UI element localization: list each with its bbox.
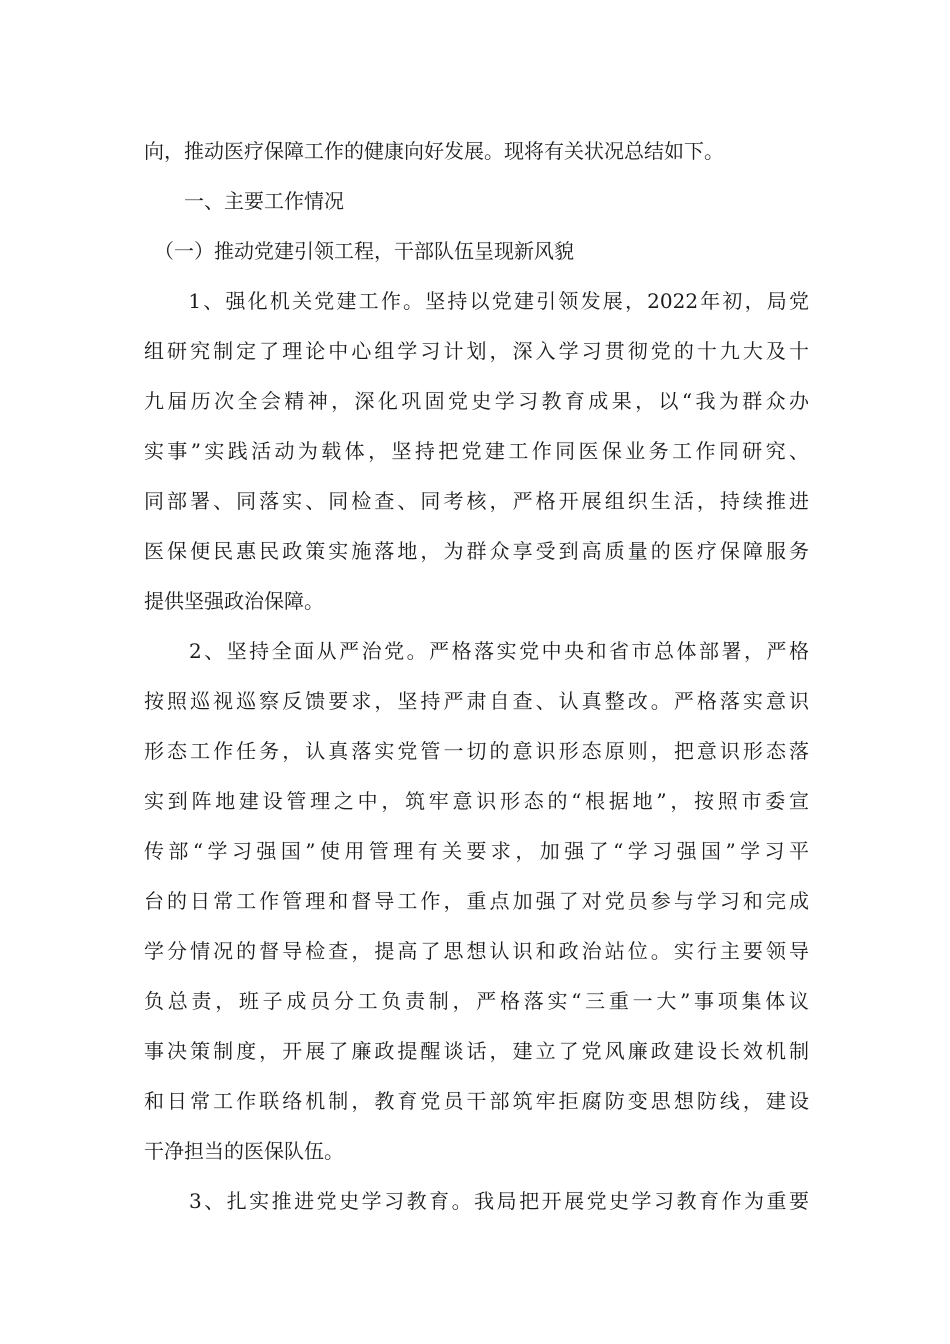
text-line: 负总责，班子成员分工负责制，严格落实“三重一大”事项集体议 xyxy=(144,989,809,1013)
text-line: 1、强化机关党建工作。坚持以党建引领发展，2022年初，局党 xyxy=(144,289,809,313)
subsection-heading: （一）推动党建引领工程，干部队伍呈现新风貌 xyxy=(144,239,574,263)
text-line: 医保便民惠民政策实施落地，为群众享受到高质量的医疗保障服务 xyxy=(144,539,809,563)
text-line: 台的日常工作管理和督导工作，重点加强了对党员参与学习和完成 xyxy=(144,889,809,913)
text-line: 按照巡视巡察反馈要求，坚持严肃自查、认真整改。严格落实意识 xyxy=(144,689,809,713)
text-line: 事决策制度，开展了廉政提醒谈话，建立了党风廉政建设长效机制 xyxy=(144,1039,809,1063)
text-line: 实事”实践活动为载体，坚持把党建工作同医保业务工作同研究、 xyxy=(144,439,809,463)
text-line: 干净担当的医保队伍。 xyxy=(144,1139,344,1163)
text-line: 同部署、同落实、同检查、同考核，严格开展组织生活，持续推进 xyxy=(144,489,809,513)
text-line: 形态工作任务，认真落实党管一切的意识形态原则，把意识形态落 xyxy=(144,739,809,763)
text-line: 和日常工作联络机制，教育党员干部筑牢拒腐防变思想防线，建设 xyxy=(144,1089,809,1113)
text-line: 组研究制定了理论中心组学习计划，深入学习贯彻党的十九大及十 xyxy=(144,339,809,363)
text-line: 学分情况的督导检查，提高了思想认识和政治站位。实行主要领导 xyxy=(144,939,809,963)
text-line: 提供坚强政治保障。 xyxy=(144,589,324,613)
text-line: 3、扎实推进党史学习教育。我局把开展党史学习教育作为重要 xyxy=(144,1189,809,1213)
text-line: 2、坚持全面从严治党。严格落实党中央和省市总体部署，严格 xyxy=(144,639,809,663)
text-line: 传部“学习强国”使用管理有关要求，加强了“学习强国”学习平 xyxy=(144,839,809,863)
text-line: 实到阵地建设管理之中，筑牢意识形态的“根据地”，按照市委宣 xyxy=(144,789,809,813)
section-heading: 一、主要工作情况 xyxy=(144,189,344,213)
text-line: 九届历次全会精神，深化巩固党史学习教育成果，以“我为群众办 xyxy=(144,389,809,413)
text-line: 向，推动医疗保障工作的健康向好发展。现将有关状况总结如下。 xyxy=(144,139,724,163)
